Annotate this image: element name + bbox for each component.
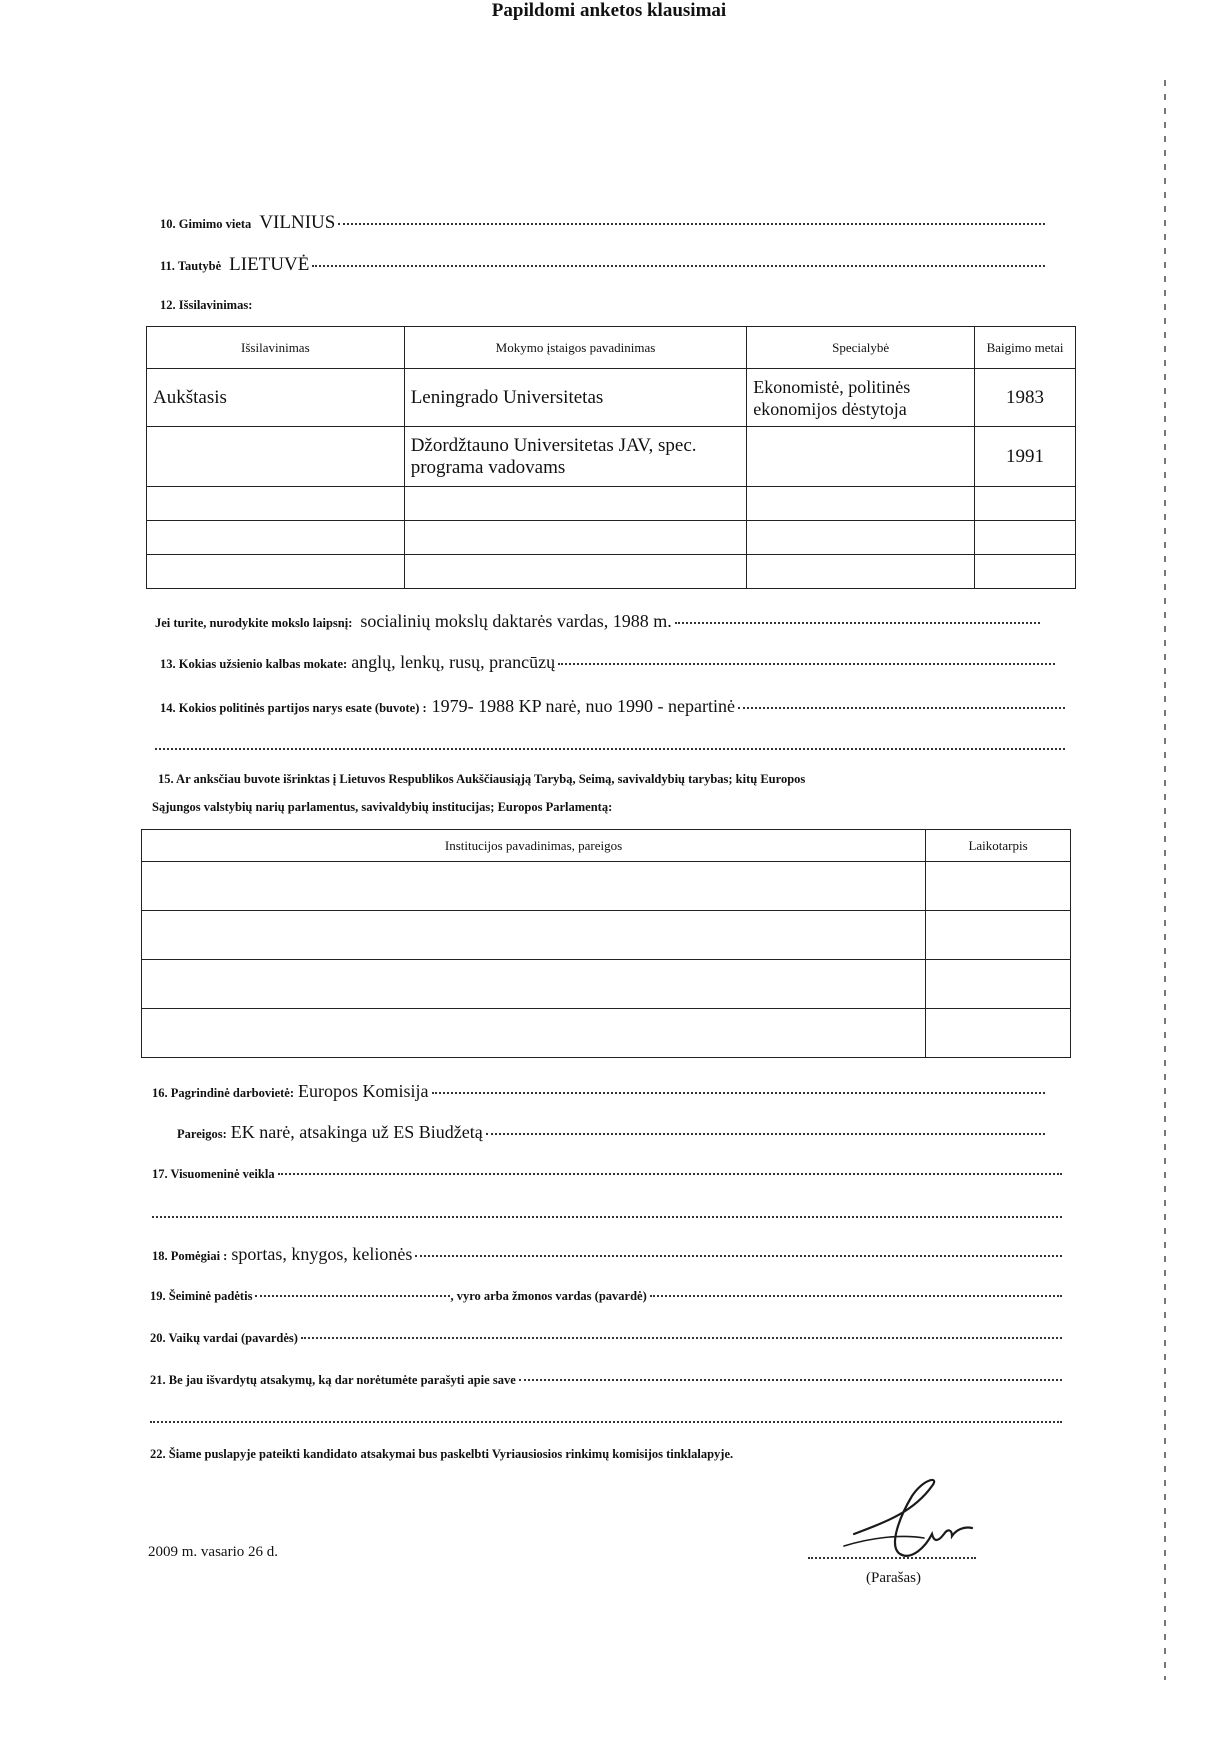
table-cell [142,1009,926,1058]
table-cell [404,521,747,555]
spouse-label: , vyro arba žmonos vardas (pavardė) [450,1289,647,1303]
other-info-label: 21. Be jau išvardytų atsakymų, ką dar norėtumėte parašyti apie save [150,1373,516,1387]
table-header-row [147,327,1076,369]
table-cell [747,427,975,487]
table-cell: Aukštasis [147,369,405,427]
table-cell [747,555,975,589]
children-label: 20. Vaikų vardai (pavardės) [150,1331,298,1345]
institutions-table [141,829,1071,1058]
dotted-line [255,1294,450,1297]
hobbies-value: sportas, knygos, kelionės [231,1244,413,1264]
dotted-line [150,1421,1062,1423]
party-label: 14. Kokios politinės partijos narys esate (buvote) : [160,701,427,715]
dotted-line [338,222,1045,225]
signature-caption: (Parašas) [866,1570,921,1586]
table-cell [926,862,1071,911]
dotted-line [432,1091,1045,1094]
nationality-label: 11. Tautybė [160,259,222,273]
dotted-line [675,621,1040,624]
table-cell: Džordžtauno Universitetas JAV, spec. programa vadovams [404,427,747,487]
table-cell [404,555,747,589]
workplace-row [152,1081,1045,1102]
workplace-value: Europos Komisija [298,1081,429,1101]
table-cell [975,487,1076,521]
dotted-line [558,662,1055,665]
table-row [147,555,1076,589]
table-row [142,911,1071,960]
dotted-line [152,1216,1062,1218]
dotted-line [519,1378,1062,1381]
table-cell [147,487,405,521]
page-title: Papildomi anketos klausimai [491,0,727,21]
table-cell: Ekonomistė, politinės ekonomijos dėstytoja [747,369,975,427]
education-label: 12. Išsilavinimas: [160,298,253,312]
column-header: Išsilavinimas [147,327,405,369]
table-cell: Leningrado Universitetas [404,369,747,427]
degree-row [155,611,1040,632]
table-header-row [142,830,1071,862]
family-label: 19. Šeiminė padėtis [150,1289,253,1303]
children-row [150,1331,1062,1346]
nationality-value: LIETUVĖ [229,254,310,275]
dotted-line [278,1172,1062,1175]
column-header: Laikotarpis [926,830,1071,862]
dotted-line [738,706,1065,709]
table-cell [747,487,975,521]
birthplace-row [160,212,1045,234]
public-activity-label: 17. Visuomeninė veikla [152,1167,275,1181]
table-cell: 1991 [975,427,1076,487]
table-row [142,960,1071,1009]
languages-row [160,652,1055,673]
degree-label: Jei turite, nurodykite mokslo laipsnį: [155,616,353,630]
party-row [160,696,1065,717]
signature-image [840,1476,990,1566]
table-cell [142,960,926,1009]
dotted-line [301,1336,1062,1339]
languages-label: 13. Kokias užsienio kalbas mokate: [160,657,348,671]
table-cell [147,555,405,589]
table-row [142,862,1071,911]
table-row [147,487,1076,521]
table-cell: 1983 [975,369,1076,427]
signature-line [808,1557,976,1559]
table-row [142,1009,1071,1058]
party-value: 1979- 1988 KP narė, nuo 1990 - nepartinė [431,696,735,716]
hobbies-row [152,1244,1062,1265]
dotted-line [415,1254,1062,1257]
scan-edge-mark [1164,80,1166,1680]
education-table [146,326,1076,589]
column-header: Baigimo metai [975,327,1076,369]
public-activity-row [152,1167,1062,1182]
table-cell [147,521,405,555]
birthplace-value: VILNIUS [259,212,336,233]
other-info-row [150,1373,1062,1388]
workplace-label: 16. Pagrindinė darbovietė: [152,1086,295,1100]
table-row [147,369,1076,427]
table-row [147,521,1076,555]
dotted-line [155,748,1065,750]
elected-label-line2: Sąjungos valstybių narių parlamentus, savivaldybių institucijas; Europos Parlamentą: [152,800,613,814]
table-cell [142,862,926,911]
nationality-row [160,254,1045,276]
family-row [150,1289,1062,1304]
position-value: EK narė, atsakinga už ES Biudžetą [230,1122,483,1142]
table-cell [926,960,1071,1009]
table-cell [975,521,1076,555]
degree-value: socialinių mokslų daktarės vardas, 1988 m. [360,611,672,631]
birthplace-label: 10. Gimimo vieta [160,217,252,231]
dotted-line [312,264,1045,267]
column-header: Specialybė [747,327,975,369]
publication-notice: 22. Šiame puslapyje pateikti kandidato atsakymai bus paskelbti Vyriausiosios rinkimų komisijos tinklalapyje. [150,1447,734,1461]
table-cell [926,1009,1071,1058]
table-row [147,427,1076,487]
table-cell [147,427,405,487]
column-header: Mokymo įstaigos pavadinimas [404,327,747,369]
education-row [160,298,252,313]
position-row [177,1122,1045,1143]
dotted-line [650,1294,1062,1297]
elected-label-line1: 15. Ar anksčiau buvote išrinktas į Lietuvos Respublikos Aukščiausiąją Tarybą, Seimą, savivaldybių tarybas; kitų Europos [158,772,806,786]
table-cell [975,555,1076,589]
column-header: Institucijos pavadinimas, pareigos [142,830,926,862]
table-cell [926,911,1071,960]
table-cell [142,911,926,960]
hobbies-label: 18. Pomėgiai : [152,1249,228,1263]
position-label: Pareigos: [177,1127,227,1141]
languages-value: anglų, lenkų, rusų, prancūzų [351,652,556,672]
table-cell [404,487,747,521]
dotted-line [486,1132,1045,1135]
signing-date: 2009 m. vasario 26 d. [148,1544,278,1560]
table-cell [747,521,975,555]
